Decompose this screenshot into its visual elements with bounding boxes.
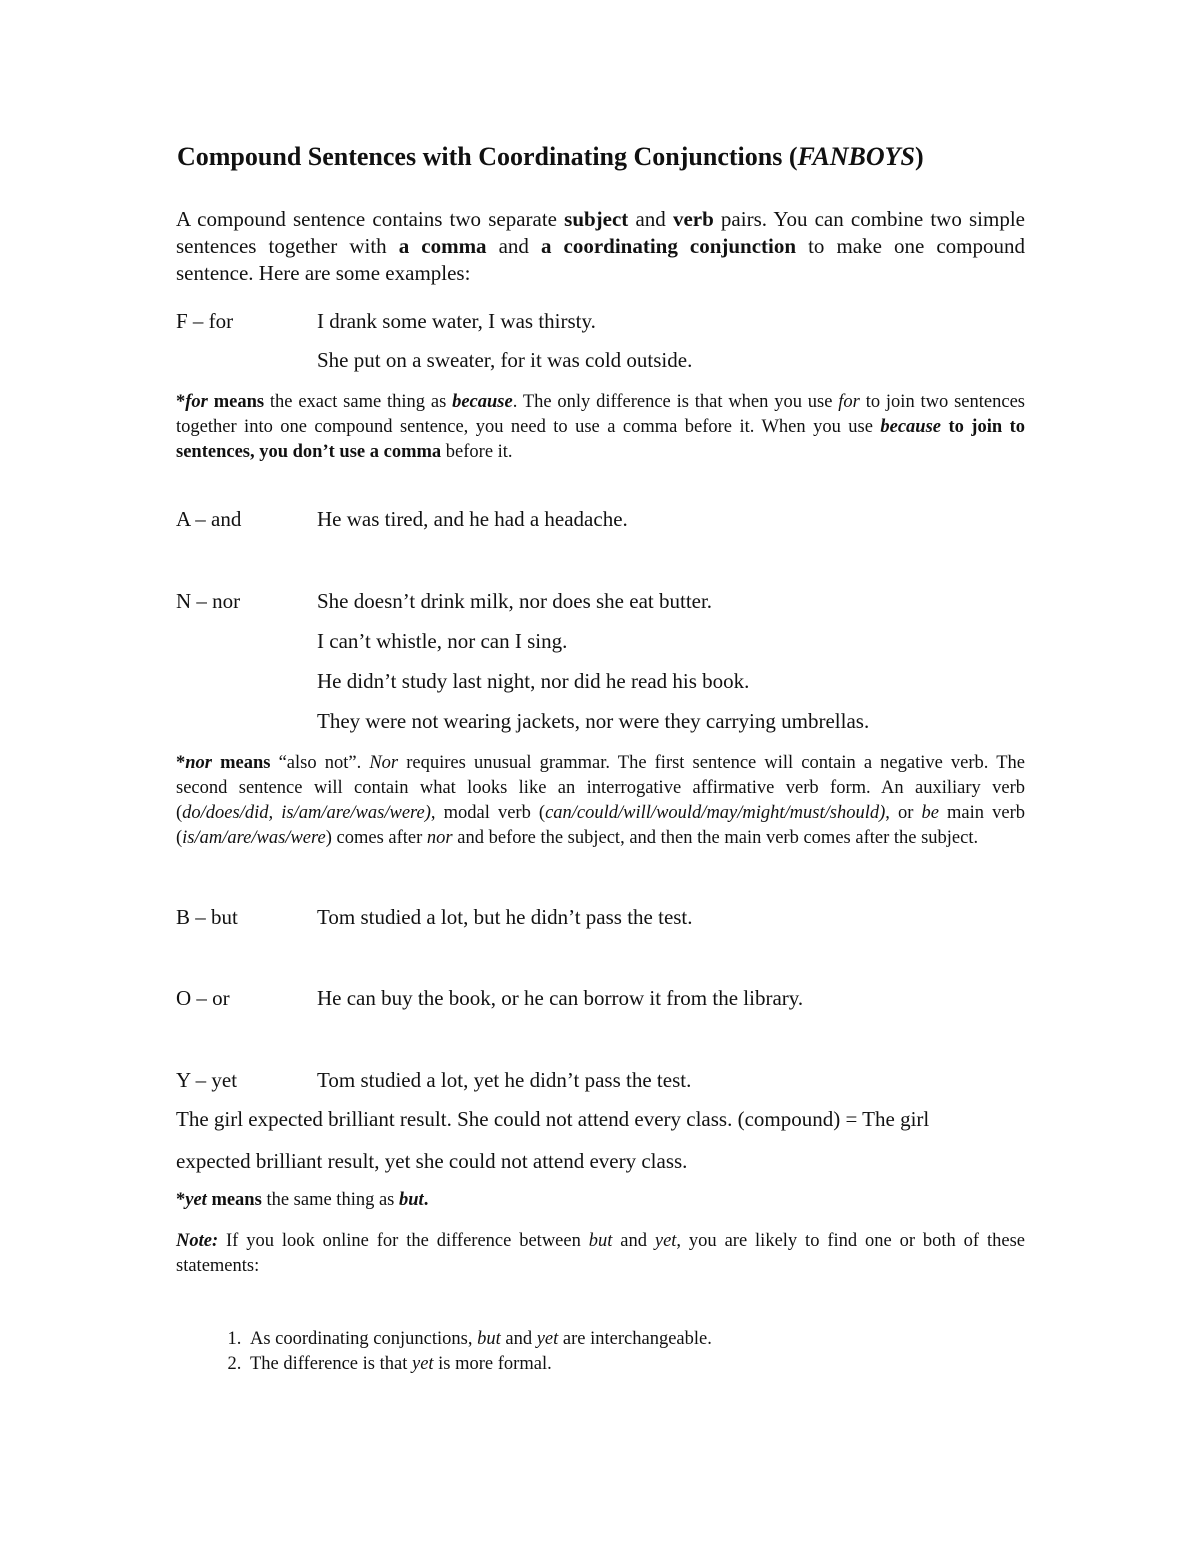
example-sentence: I can’t whistle, nor can I sing. [317,629,568,653]
conjunction-label-or: O – or [176,986,230,1010]
example-sentence: Tom studied a lot, yet he didn’t pass the test. [317,1068,692,1092]
list-item: 2. The difference is that yet is more formal. [246,1352,712,1377]
intro-paragraph: A compound sentence contains two separate subject and verb pairs. You can combine two simple sentences together with a comma and a coordinating conjunction to make one compound sentence. Here are some examples: [176,207,1026,285]
list-item: 1. As coordinating conjunctions, but and yet are interchangeable. [246,1327,712,1352]
example-sentence: He can buy the book, or he can borrow it from the library. [317,986,804,1010]
example-sentence: He was tired, and he had a headache. [317,507,628,531]
example-sentence: I drank some water, I was thirsty. [317,309,596,333]
example-sentence: Tom studied a lot, but he didn’t pass the test. [317,905,693,929]
example-sentence: She doesn’t drink milk, nor does she eat butter. [317,589,713,613]
page-title: Compound Sentences with Coordinating Conjunctions (FANBOYS) [177,142,924,171]
conjunction-label-but: B – but [176,905,238,929]
conjunction-label-for: F – for [176,309,234,333]
nor-note: *nor means “also not”. Nor requires unusual grammar. The first sentence will contain a negative verb. The second sentence will contain what looks like an interrogative affirmative verb form. An auxiliary verb (do/does/did, is/am/are/was/were), modal verb (can/could/will/would/may/might/must/should), or be main verb (is/am/are/was/were) comes after nor and before the subject, and then the main verb comes after the subject. [176,753,1025,848]
compound-example-line: The girl expected brilliant result. She could not attend every class. (compound) = The girl [176,1107,930,1131]
yet-note: *yet means the same thing as but. [176,1190,429,1210]
example-sentence: He didn’t study last night, nor did he read his book. [317,669,750,693]
final-note: Note: If you look online for the difference between but and yet, you are likely to find one or both of these statements: [176,1231,1025,1276]
conjunction-label-nor: N – nor [176,589,241,613]
statement-list [176,1327,712,1377]
conjunction-label-and: A – and [176,507,242,531]
compound-example-line: expected brilliant result, yet she could not attend every class. [176,1149,688,1173]
for-note: *for means the exact same thing as because. The only difference is that when you use for to join two sentences together into one compound sentence, you need to use a comma before it. When you use because to join to sentences, you don’t use a comma before it. [176,392,1025,462]
conjunction-label-yet: Y – yet [176,1068,238,1092]
example-sentence: She put on a sweater, for it was cold outside. [317,348,693,372]
example-sentence: They were not wearing jackets, nor were they carrying umbrellas. [317,709,870,733]
